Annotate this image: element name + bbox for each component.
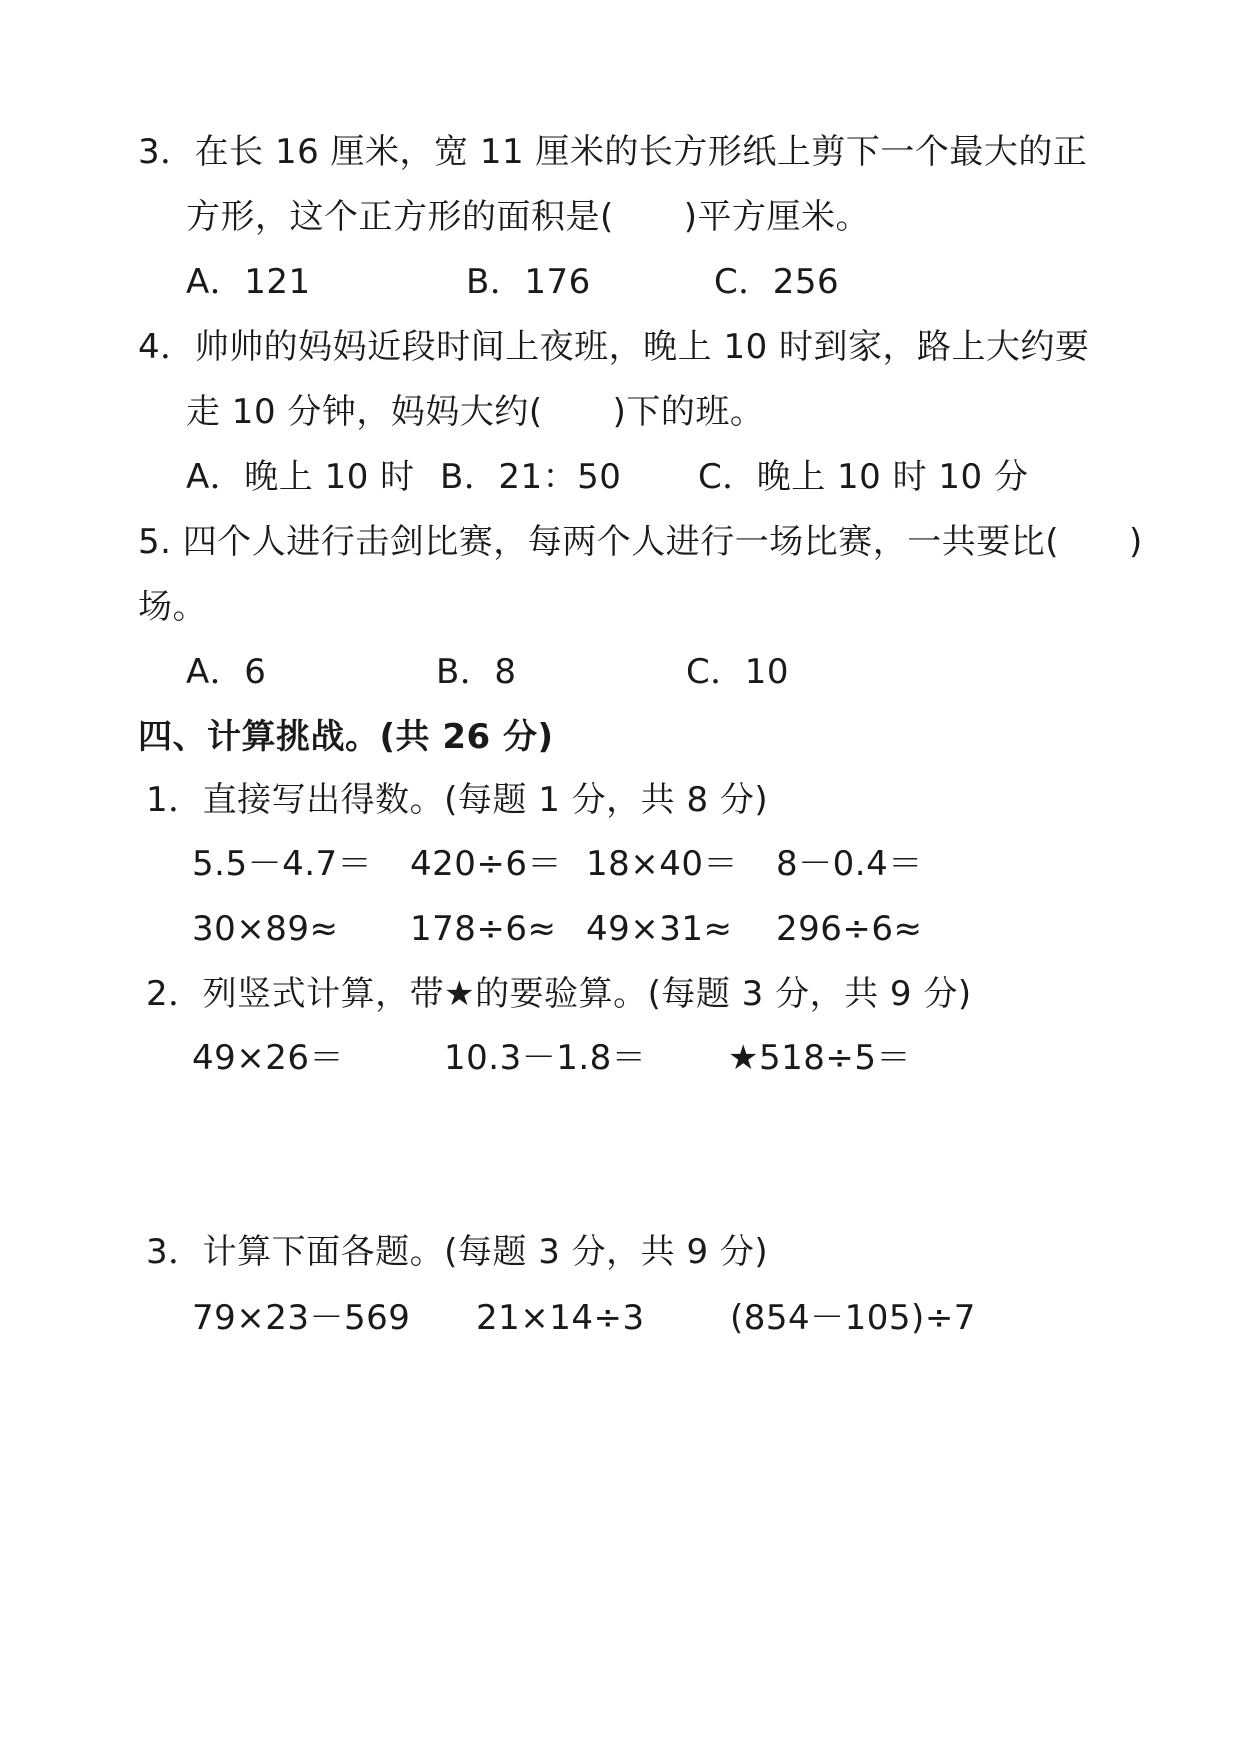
part1-r2-c2: 178÷6≈ [410,909,557,949]
part1-r2-c4: 296÷6≈ [776,909,923,949]
q4-line2-after: )下的班。 [612,392,765,432]
q4-option-a: A．晚上 10 时 [186,457,415,497]
q4-line1: 4．帅帅的妈妈近段时间上夜班，晚上 10 时到家，路上大约要 [138,327,1090,367]
part2-item-1: 49×26＝ [192,1038,345,1078]
part2-item-2: 10.3－1.8＝ [444,1038,647,1078]
part1-title: 1．直接写出得数。(每题 1 分，共 8 分) [146,780,769,820]
q3-line2 [186,195,870,239]
q5-line1-after: ) [1129,522,1143,562]
q5-line1-before: 5. 四个人进行击剑比赛，每两个人进行一场比赛，一共要比( [138,522,1060,562]
q3-line1: 3．在长 16 厘米，宽 11 厘米的长方形纸上剪下一个最大的正 [138,132,1088,172]
q4-option-b: B．21：50 [440,457,622,497]
section4-heading: 四、计算挑战。(共 26 分) [138,717,554,757]
part3-title: 3．计算下面各题。(每题 3 分，共 9 分) [146,1232,769,1272]
part3-item-1: 79×23－569 [192,1298,411,1338]
q3-option-c: C．256 [714,262,840,302]
part1-r2-c3: 49×31≈ [586,909,733,949]
q4-option-c: C．晚上 10 时 10 分 [698,457,1029,497]
part1-r1-c2: 420÷6＝ [410,844,563,884]
q5-option-b: B．8 [436,652,517,692]
q3-line2-after: )平方厘米。 [683,197,871,237]
part2-item-3: ★518÷5＝ [728,1038,911,1078]
q3-line2-before: 方形，这个正方形的面积是( [186,197,614,237]
part3-item-3: (854－105)÷7 [730,1298,976,1338]
part1-r1-c4: 8－0.4＝ [776,844,923,884]
q5-line1 [138,520,1143,564]
q5-option-c: C．10 [686,652,790,692]
q4-line2-before: 走 10 分钟，妈妈大约( [186,392,543,432]
part1-r1-c1: 5.5－4.7＝ [192,844,373,884]
q3-option-a: A．121 [186,262,311,302]
part2-title: 2．列竖式计算，带★的要验算。(每题 3 分，共 9 分) [146,974,972,1014]
q5-line2: 场。 [138,587,207,627]
part3-item-2: 21×14÷3 [476,1298,645,1338]
q4-line2 [186,390,764,434]
part1-r1-c3: 18×40＝ [586,844,739,884]
q5-option-a: A．6 [186,652,267,692]
q3-option-b: B．176 [466,262,591,302]
part1-r2-c1: 30×89≈ [192,909,339,949]
